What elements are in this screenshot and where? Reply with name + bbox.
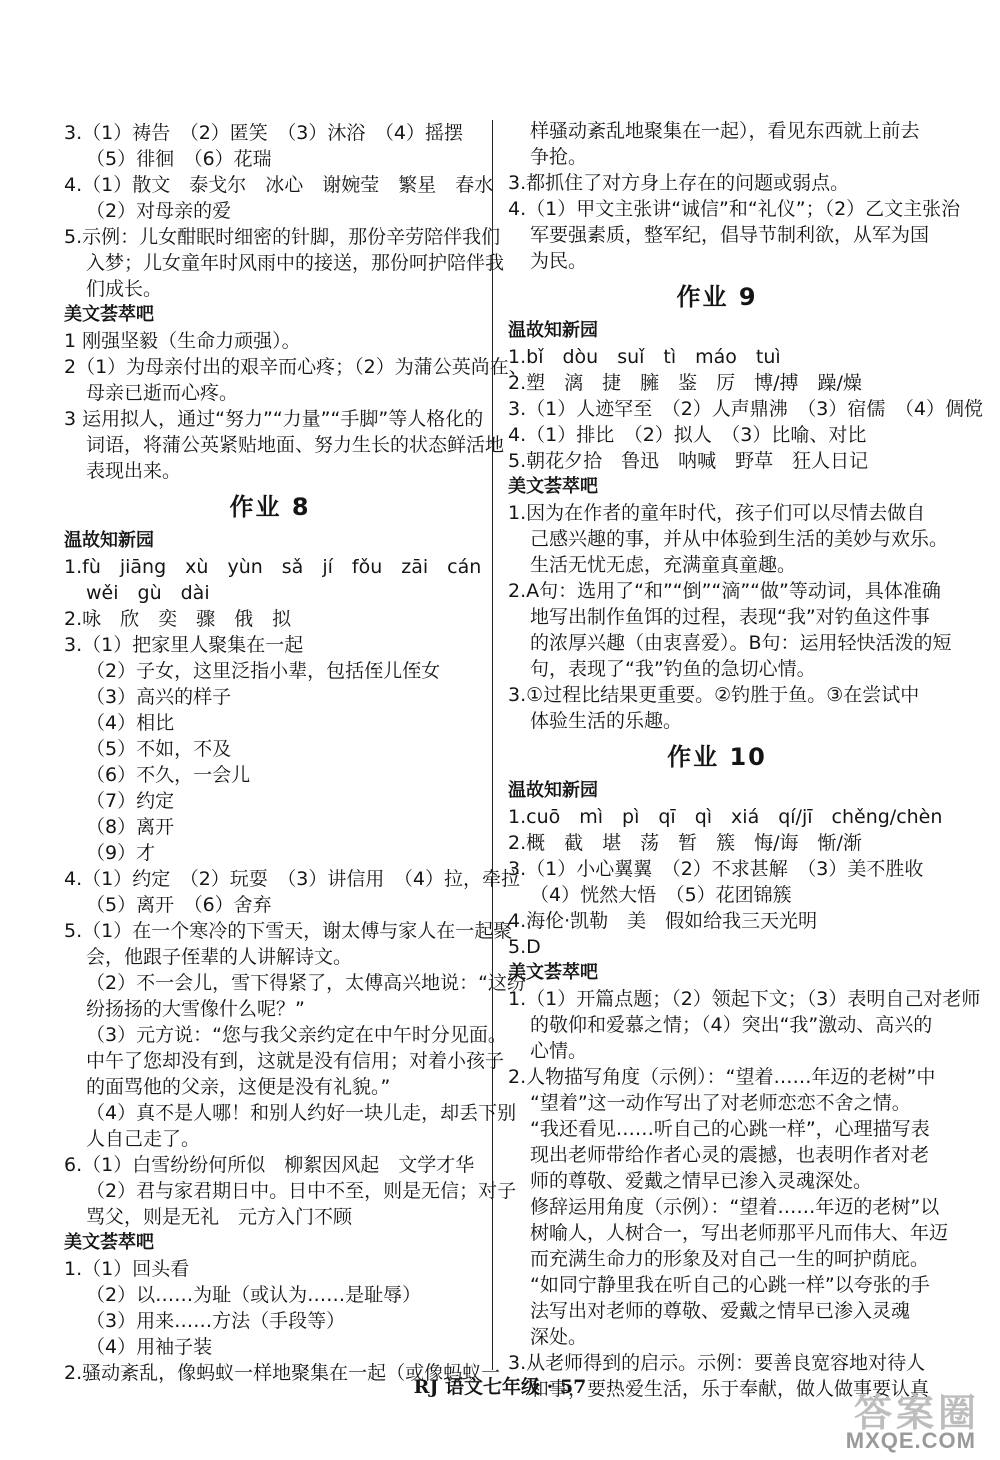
answer-line: （4）真不是人哪！和别人约好一块儿走，却丢下别 [86, 1102, 517, 1124]
answer-line: 1.bǐ dòu suǐ tì máo tuì [508, 346, 781, 368]
answer-line: “如同宁静里我在听自己的心跳一样”以夸张的手 [530, 1274, 930, 1296]
assignment-title: 作业 9 [676, 283, 758, 311]
answer-line: 地写出制作鱼饵的过程，表现“我”对钓鱼这件事 [530, 606, 930, 628]
answer-line: 的浓厚兴趣（由衷喜爱）。B句：运用轻快活泼的短 [530, 632, 952, 654]
answer-line: 1.（1）回头看 [64, 1258, 190, 1280]
answer-line: （2）不一会儿，雪下得紧了，太傅高兴地说：“这纷 [86, 972, 526, 994]
answer-line: 现出老师带给作者心灵的震撼，也表明作者对老 [530, 1144, 930, 1166]
answer-line: 中午了您却没有到，这就是没有信用；对着小孩子 [86, 1050, 505, 1072]
answer-line: 5.示例：儿女酣眠时细密的针脚，那份辛劳陪伴我们 [64, 226, 501, 248]
answer-line: 3.从老师得到的启示。示例：要善良宽容地对待人 [508, 1352, 926, 1374]
answer-line: 样骚动紊乱地聚集在一起），看见东西就上前去 [530, 120, 920, 142]
answer-line: 深处。 [530, 1326, 588, 1348]
answer-line: 和事，要热爱生活，乐于奉献，做人做事要认真 [530, 1378, 930, 1400]
section-heading: 温故知新园 [508, 320, 598, 341]
answer-line: 1.fù jiāng xù yùn sǎ jí fǒu zāi cán [64, 556, 482, 578]
section-heading: 美文荟萃吧 [508, 962, 598, 983]
watermark-logo: 答案圈 [853, 1391, 980, 1435]
answer-line: 3.（1）把家里人聚集在一起 [64, 634, 304, 656]
answer-line: “望着”这一动作写出了对老师恋恋不舍之情。 [530, 1092, 911, 1114]
answer-line: （8）离开 [86, 816, 175, 838]
answer-line: 己感兴趣的事，并从中体验到生活的美妙与欢乐。 [530, 528, 949, 550]
answer-line: 3.（1）小心翼翼 （2）不求甚解 （3）美不胜收 [508, 858, 924, 880]
answer-line: 母亲已逝而心疼。 [86, 382, 239, 404]
page-footer: RJ 语文七年级 · 57 [413, 1376, 587, 1398]
section-heading: 美文荟萃吧 [64, 1232, 154, 1253]
section-heading: 温故知新园 [508, 780, 598, 801]
section-heading: 美文荟萃吧 [508, 476, 598, 497]
answer-line: 纷扬扬的大雪像什么呢？” [86, 998, 305, 1020]
answer-line: （2）对母亲的爱 [86, 200, 232, 222]
answer-line: 3.都抓住了对方身上存在的问题或弱点。 [508, 172, 850, 194]
answer-line: 的面骂他的父亲，这便是没有礼貌。” [86, 1076, 391, 1098]
answer-line: 的敬仰和爱慕之情；（4）突出“我”激动、高兴的 [530, 1014, 933, 1036]
answer-line: 4.（1）约定 （2）玩耍 （3）讲信用 （4）拉，牵拉 [64, 868, 520, 890]
answer-line: 2.人物描写角度（示例）：“望着……年迈的老树”中 [508, 1066, 936, 1088]
answer-line: 2.骚动紊乱，像蚂蚁一样地聚集在一起（或像蚂蚁一 [64, 1362, 501, 1384]
answer-line: （4）恍然大悟 （5）花团锦簇 [530, 884, 792, 906]
answer-line: 心情。 [530, 1040, 588, 1062]
answer-line: 4.（1）排比 （2）拟人 （3）比喻、对比 [508, 424, 867, 446]
answer-line: 骂父，则是无礼 元方入门不顾 [86, 1206, 353, 1228]
answer-line: 2.咏 欣 奕 骤 俄 拟 [64, 608, 292, 630]
answer-line: （7）约定 [86, 790, 175, 812]
answer-line: （6）不久，一会儿 [86, 764, 251, 786]
answer-line: 5.朝花夕拾 鲁迅 呐喊 野草 狂人日记 [508, 450, 869, 472]
answer-line: 1.（1）开篇点题；（2）领起下文；（3）表明自己对老师 [508, 988, 981, 1010]
watermark-url: MXQE.COM [845, 1428, 976, 1453]
answer-line: 词语，将蒲公英紧贴地面、努力生长的状态鲜活地 [86, 434, 505, 456]
section-heading: 美文荟萃吧 [64, 304, 154, 325]
answer-line: 军要强素质，整军纪，倡导节制利欲，从军为国 [530, 224, 930, 246]
answer-line: 2（1）为母亲付出的艰辛而心疼；（2）为蒲公英尚在、 [64, 356, 528, 378]
answer-line: 3.（1）祷告 （2）匿笑 （3）沐浴 （4）摇摆 [64, 122, 463, 144]
answer-line: 2.塑 漓 捷 臃 鉴 厉 博/搏 躁/燥 [508, 372, 862, 394]
answer-line: 会，他跟子侄辈的人讲解诗文。 [86, 946, 353, 968]
assignment-title: 作业 10 [667, 743, 767, 771]
answer-line: 人自己走了。 [86, 1128, 201, 1150]
answer-line: 为民。 [530, 250, 588, 272]
answer-line: （4）相比 [86, 712, 175, 734]
answer-line: 6.（1）白雪纷纷何所似 柳絮因风起 文学才华 [64, 1154, 475, 1176]
answer-line: （3）用来……方法（手段等） [86, 1310, 346, 1332]
answer-line: 1.因为在作者的童年时代，孩子们可以尽情去做自 [508, 502, 926, 524]
answer-line: 入梦；儿女童年时风雨中的接送，那份呵护陪伴我 [86, 252, 505, 274]
answer-line: 3.①过程比结果更重要。②钓胜于鱼。③在尝试中 [508, 684, 920, 706]
answer-line: （2）以……为耻（或认为……是耻辱） [86, 1284, 422, 1306]
right-column [508, 118, 983, 1402]
answer-line: （5）不如，不及 [86, 738, 232, 760]
answer-line: 而充满生命力的形象及对自己一生的呵护荫庇。 [530, 1248, 930, 1270]
answer-line: 师的尊敬、爱戴之情早已渗入灵魂深处。 [530, 1170, 873, 1192]
answer-line: 5.（1）在一个寒冷的下雪天，谢太傅与家人在一起聚 [64, 920, 513, 942]
answer-line: 们成长。 [86, 278, 163, 300]
answer-line: （2）君与家君期日中。日中不至，则是无信；对子 [86, 1180, 517, 1202]
answer-line: 树喻人，人树合一，写出老师那平凡而伟大、年迈 [530, 1222, 949, 1244]
answer-line: 句，表现了“我”钓鱼的急切心情。 [530, 658, 816, 680]
answer-line: 生活无忧无虑，充满童真童趣。 [530, 554, 797, 576]
answer-line: （3）高兴的样子 [86, 686, 232, 708]
answer-line: 5.D [508, 936, 541, 958]
answer-line: 争抢。 [530, 146, 588, 168]
answer-line: 体验生活的乐趣。 [530, 710, 683, 732]
answer-line: 4.（1）甲文主张讲“诚信”和“礼仪”；（2）乙文主张治 [508, 198, 961, 220]
answer-line: 4.（1）散文 泰戈尔 冰心 谢婉莹 繁星 春水 [64, 174, 494, 196]
answer-line: 2.A句：选用了“和”“倒”“滴”“做”等动词，具体准确 [508, 580, 941, 602]
answer-5 [64, 224, 505, 302]
answer-line: 2.概 截 堪 荡 暂 簇 悔/诲 惭/渐 [508, 832, 862, 854]
watermark [818, 1382, 990, 1456]
answer-line: 3.（1）人迹罕至 （2）人声鼎沸 （3）宿儒 （4）倜傥 [508, 398, 983, 420]
answer-line: 表现出来。 [86, 460, 182, 482]
answer-line: （5）徘徊 （6）花瑞 [86, 148, 272, 170]
answer-line: 法写出对老师的尊敬、爱戴之情早已渗入灵魂 [530, 1300, 911, 1322]
answer-line: 修辞运用角度（示例）：“望着……年迈的老树”以 [530, 1196, 940, 1218]
answer-line: 1.cuō mì pì qī qì xiá qí/jī chěng/chèn [508, 806, 943, 828]
answer-line: （9）才 [86, 842, 156, 864]
answer-line: 3 运用拟人，通过“努力”“力量”“手脚”等人格化的 [64, 408, 484, 430]
assignment-title: 作业 8 [229, 493, 311, 521]
answer-line: 1 刚强坚毅（生命力顽强）。 [64, 330, 301, 352]
answer-line: （5）离开 （6）舍弃 [86, 894, 272, 916]
answer-line: （3）元方说：“您与我父亲约定在中午时分见面。 [86, 1024, 507, 1046]
answer-3 [64, 120, 476, 172]
section-heading: 温故知新园 [64, 530, 154, 551]
answer-line: wěi gù dài [86, 582, 210, 604]
answer-line: （2）子女，这里泛指小辈，包括侄儿侄女 [86, 660, 441, 682]
answer-line: 4.海伦·凯勒 美 假如给我三天光明 [508, 910, 818, 932]
answer-line: “我还看见……听自己的心跳一样”，心理描写表 [530, 1118, 930, 1140]
answer-4 [64, 172, 494, 224]
answer-line: （4）用袖子装 [86, 1336, 213, 1358]
